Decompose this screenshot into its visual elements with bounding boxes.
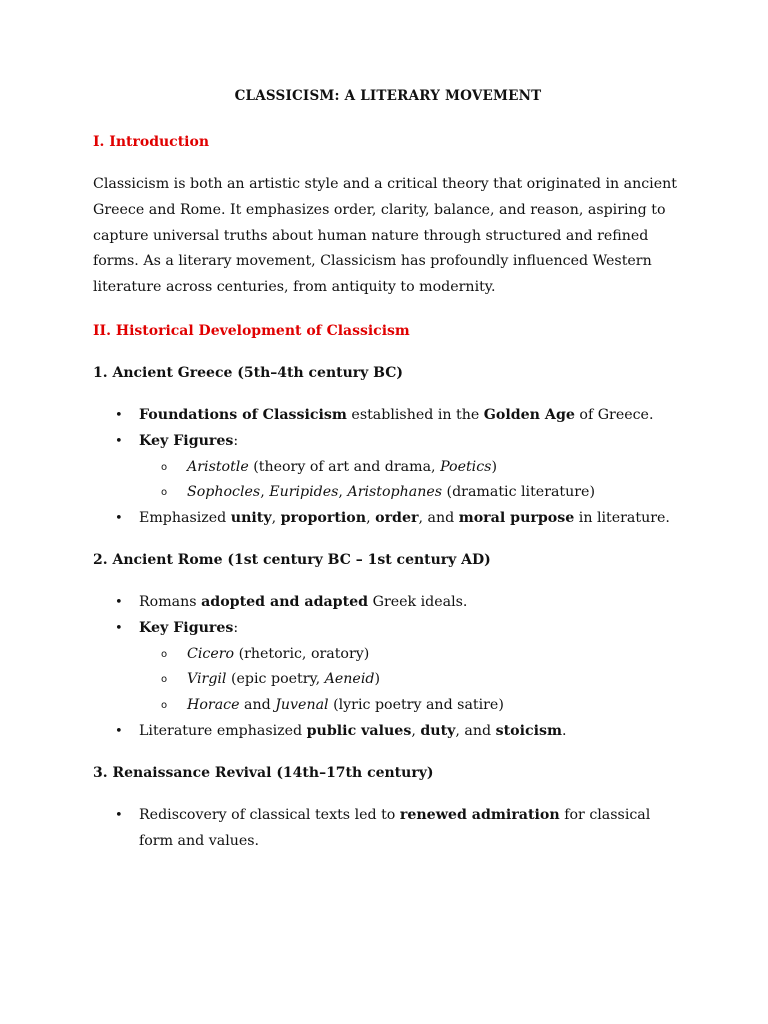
italic-text: Euripides xyxy=(269,484,339,501)
ancient-rome-list xyxy=(93,590,683,745)
text-run: : xyxy=(233,432,239,449)
sub-list-item xyxy=(139,693,683,719)
italic-text: Virgil xyxy=(187,671,227,688)
text-run: in literature. xyxy=(574,510,670,527)
text-run: Romans xyxy=(139,593,202,610)
italic-text: Aristotle xyxy=(187,458,249,475)
ancient-greece-list xyxy=(93,403,683,532)
bold-text: order xyxy=(375,510,419,527)
text-run: , xyxy=(366,510,376,527)
list-item xyxy=(93,719,683,745)
introduction-paragraph: Classicism is both an artistic style and a critical theory that originated in ancient Greece and Rome. It emphasizes order, clarity, balance, and reason, aspiring to capture universal truths about human nature through structured and refined forms. As a literary movement, Classicism has profoundly influenced Western literature across centuries, from antiquity to modernity. xyxy=(93,176,677,296)
sub-list-item xyxy=(139,480,683,506)
list-item xyxy=(93,616,683,719)
document-title: CLASSICISM: A LITERARY MOVEMENT xyxy=(234,88,542,104)
key-figures-sublist xyxy=(139,455,683,507)
text-run: , xyxy=(411,722,421,739)
text-run: for classical form and values. xyxy=(139,806,651,849)
section-heading-historical-development: II. Historical Development of Classicism xyxy=(93,322,410,339)
bold-text: Key Figures xyxy=(139,432,234,449)
text-run: (dramatic literature) xyxy=(442,484,595,501)
sub-list-item xyxy=(139,667,683,693)
text-run: (epic poetry, xyxy=(226,671,325,688)
bold-text: duty xyxy=(420,722,456,739)
list-item xyxy=(93,429,683,506)
subheading-renaissance-revival: 3. Renaissance Revival (14th–17th century) xyxy=(93,764,434,781)
text-run: of Greece. xyxy=(574,406,654,423)
italic-text: Poetics xyxy=(440,458,492,475)
text-run: (rhetoric, oratory) xyxy=(234,645,370,662)
text-run: : xyxy=(233,619,239,636)
text-run: ) xyxy=(491,458,497,475)
text-run: . xyxy=(562,722,567,739)
italic-text: Cicero xyxy=(187,645,235,662)
bold-text: Golden Age xyxy=(483,406,575,423)
renaissance-list xyxy=(93,803,683,855)
text-run: , and xyxy=(418,510,459,527)
bold-text: public values xyxy=(306,722,412,739)
bold-text: Foundations of Classicism xyxy=(139,406,347,423)
key-figures-sublist xyxy=(139,642,683,719)
list-item xyxy=(93,590,683,616)
list-item xyxy=(93,403,683,429)
text-run: Literature emphasized xyxy=(139,722,307,739)
bold-text: stoicism xyxy=(495,722,563,739)
text-run: , xyxy=(271,510,281,527)
bold-text: unity xyxy=(230,510,272,527)
bold-text: Key Figures xyxy=(139,619,234,636)
italic-text: Aristophanes xyxy=(347,484,443,501)
subheading-ancient-rome: 2. Ancient Rome (1st century BC – 1st century AD) xyxy=(93,551,491,568)
text-run: ) xyxy=(374,671,380,688)
list-item xyxy=(93,506,683,532)
italic-text: Sophocles xyxy=(187,484,261,501)
bold-text: proportion xyxy=(280,510,367,527)
text-run: (theory of art and drama, xyxy=(248,458,441,475)
italic-text: Juvenal xyxy=(275,697,329,714)
sub-list-item xyxy=(139,642,683,668)
document-page xyxy=(93,86,683,854)
subheading-ancient-greece: 1. Ancient Greece (5th–4th century BC) xyxy=(93,364,404,381)
italic-text: Horace xyxy=(187,697,240,714)
bold-text: adopted and adapted xyxy=(201,593,369,610)
sub-list-item xyxy=(139,455,683,481)
bold-text: renewed admiration xyxy=(399,806,560,823)
text-run: (lyric poetry and satire) xyxy=(328,697,504,714)
text-run: Rediscovery of classical texts led to xyxy=(139,806,400,823)
text-run: Greek ideals. xyxy=(368,593,468,610)
section-heading-introduction: I. Introduction xyxy=(93,134,209,150)
text-run: established in the xyxy=(346,406,484,423)
text-run: Emphasized xyxy=(139,510,231,527)
bold-text: moral purpose xyxy=(458,510,575,527)
text-run: , xyxy=(338,484,348,501)
text-run: , and xyxy=(455,722,496,739)
text-run: and xyxy=(239,697,276,714)
list-item xyxy=(93,803,683,855)
italic-text: Aeneid xyxy=(324,671,375,688)
text-run: , xyxy=(260,484,270,501)
